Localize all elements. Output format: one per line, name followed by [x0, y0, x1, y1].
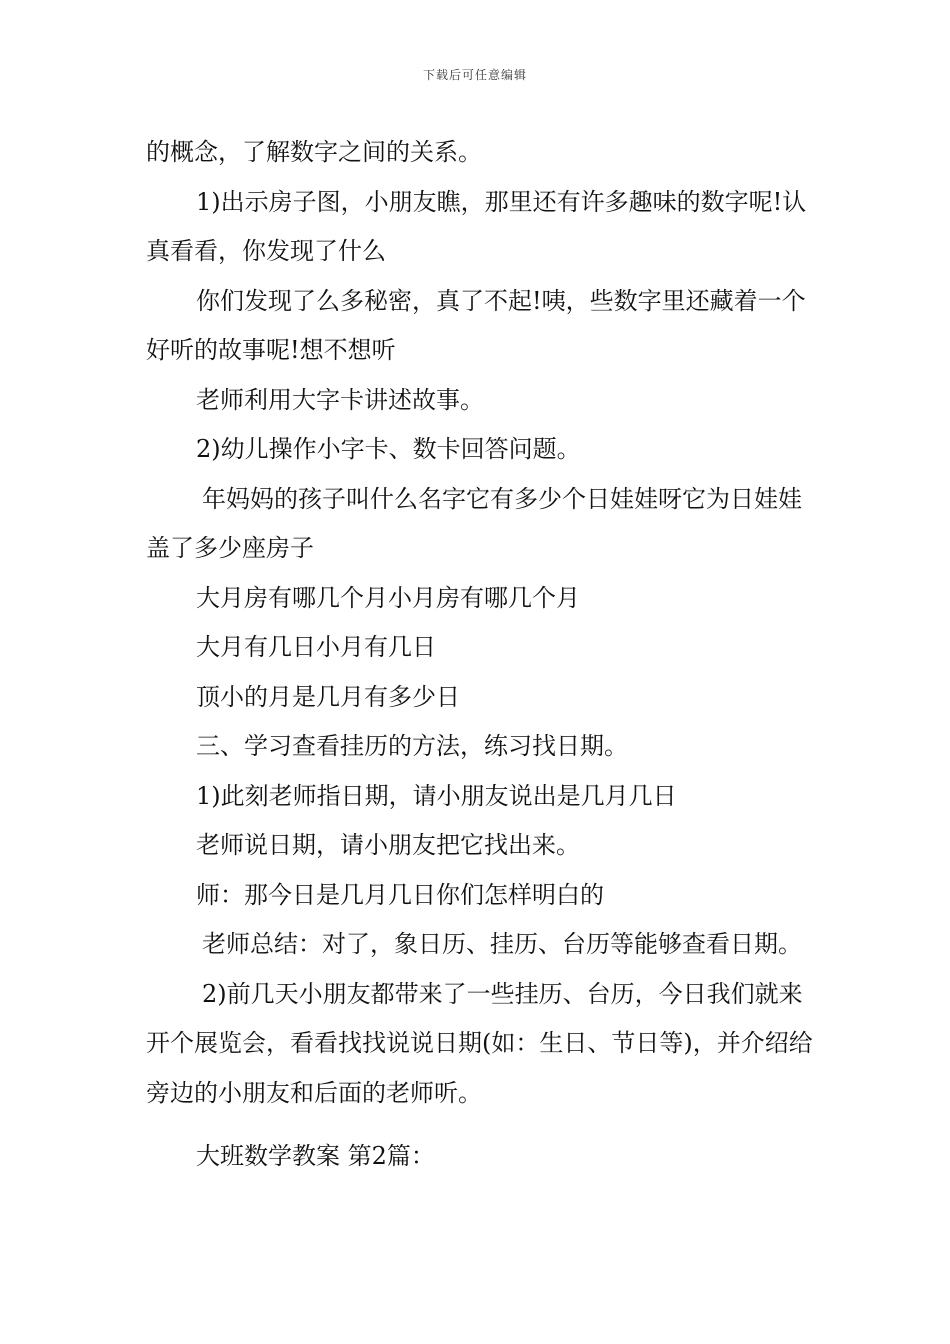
- paragraph-teacher-story: 老师利用大字卡讲述故事。: [196, 385, 484, 414]
- paragraph-year-mother: 年妈妈的孩子叫什么名字它有多少个日娃娃呀它为日娃娃盖了多少座房子: [146, 484, 802, 562]
- paragraph-section-three: 三、学习查看挂历的方法，练习找日期。: [196, 732, 628, 760]
- paragraph-child-cards: 2)幼儿操作小字卡、数卡回答问题。: [196, 435, 581, 463]
- paragraph-exhibition: 2)前几天小朋友都带来了一些挂历、台历，今日我们就来开个展览会，看看找找说说日期(如：生日、节日等)，并介绍给旁边的小朋友和后面的老师听。: [146, 979, 813, 1107]
- paragraph-teacher-summary: 老师总结：对了，象日历、挂历、台历等能够查看日期。: [202, 930, 802, 958]
- paragraph-concept: 的概念，了解数字之间的关系。: [146, 138, 482, 166]
- paragraph-secret-story: 你们发现了么多秘密，真了不起!咦，些数字里还藏着一个好听的故事呢!想不想听: [146, 286, 806, 364]
- paragraph-gap: [146, 1118, 816, 1132]
- paragraph-big-small-month-days: 大月有几日小月有几日: [196, 633, 436, 661]
- page-header: 下载后可任意编辑: [422, 68, 527, 82]
- paragraph-today-date: 师：那今日是几月几日你们怎样明白的: [196, 880, 604, 909]
- paragraph-next-lesson: 大班数学教案 第2篇：: [196, 1142, 435, 1170]
- document-body: [146, 128, 816, 1182]
- paragraph-big-small-month-house: 大月房有哪几个月小月房有哪几个月: [196, 583, 580, 612]
- paragraph-house-picture: 1)出示房子图，小朋友瞧，那里还有许多趣味的数字呢!认真看看，你发现了什么: [146, 187, 807, 265]
- paragraph-teacher-says-date: 老师说日期，请小朋友把它找出来。: [196, 831, 580, 859]
- paragraph-smallest-month: 顶小的月是几月有多少日: [196, 682, 460, 711]
- paragraph-teacher-points: 1)此刻老师指日期，请小朋友说出是几月几日: [196, 781, 677, 810]
